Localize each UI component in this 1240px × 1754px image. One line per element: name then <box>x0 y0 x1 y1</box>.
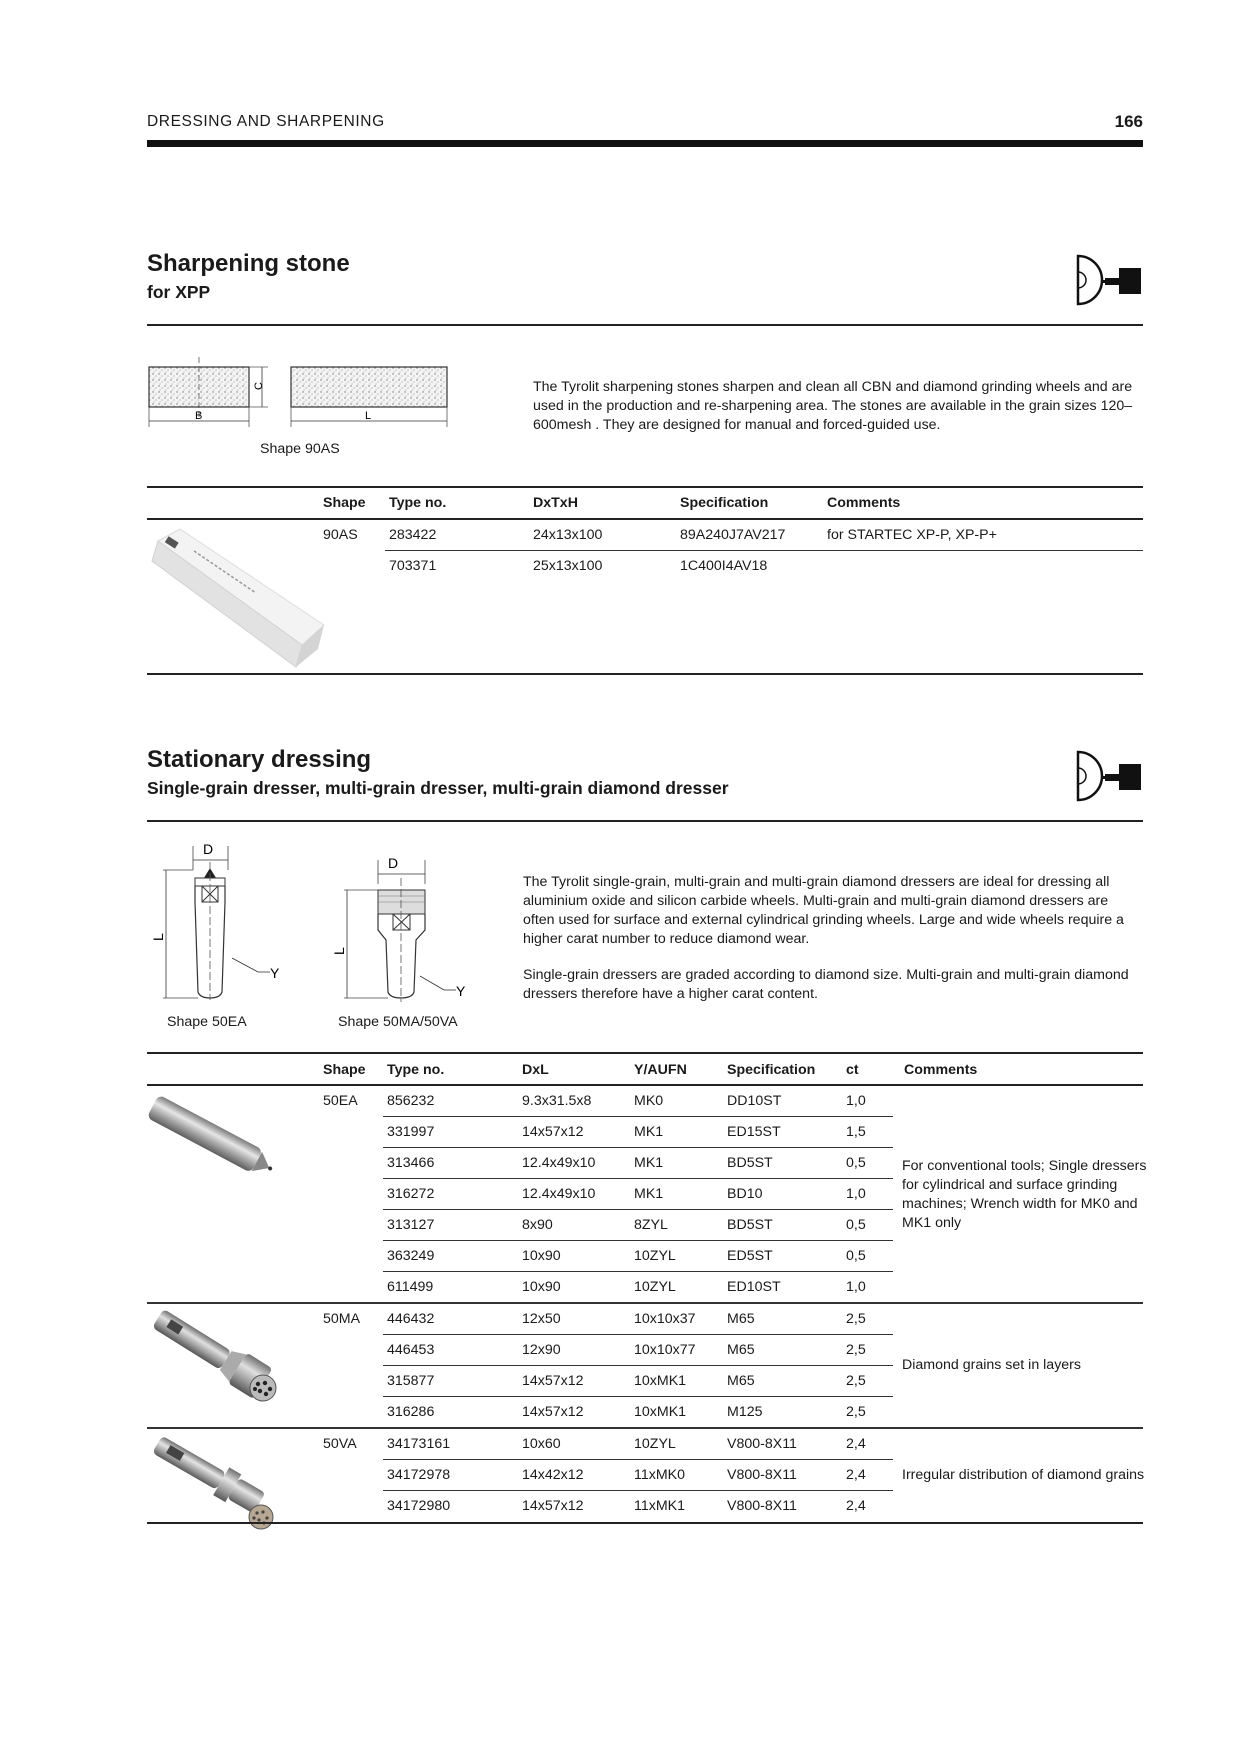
group-shape-50ma: 50MA <box>323 1311 361 1327</box>
table-cell-y-aufn: 10xMK1 <box>634 1373 687 1389</box>
table-cell-dxl: 14x57x12 <box>522 1124 584 1140</box>
shape-50ma-drawing <box>330 850 480 1008</box>
sharpening-stone-photo <box>146 525 336 670</box>
stationary-title: Stationary dressing <box>147 746 372 773</box>
table-cell-type-no: 313466 <box>387 1155 435 1171</box>
table-cell-dxl: 14x42x12 <box>522 1467 584 1483</box>
table-top-rule <box>147 486 1143 488</box>
row-comment: for STARTEC XP-P, XP-P+ <box>827 527 997 543</box>
dim-label-d: D <box>203 841 214 857</box>
table-cell-y-aufn: MK1 <box>634 1186 664 1202</box>
table-cell-y-aufn: 10x10x37 <box>634 1311 696 1327</box>
row-divider <box>383 1459 893 1460</box>
row-divider <box>383 1396 893 1397</box>
row-divider <box>385 550 1143 551</box>
row-divider <box>383 1209 893 1210</box>
shape-caption-50ea: Shape 50EA <box>167 1014 247 1030</box>
table-cell-dxl: 12x90 <box>522 1342 561 1358</box>
table-cell-ct: 1,0 <box>846 1093 866 1109</box>
row-type-no: 283422 <box>389 527 437 543</box>
table-cell-y-aufn: 10ZYL <box>634 1279 676 1295</box>
table-cell-type-no: 363249 <box>387 1248 435 1264</box>
table-cell-type-no: 34172980 <box>387 1498 451 1514</box>
table-cell-type-no: 315877 <box>387 1373 435 1389</box>
table-cell-dxl: 10x90 <box>522 1279 561 1295</box>
col-header-shape: Shape <box>323 1062 366 1078</box>
table-cell-spec: V800-8X11 <box>727 1498 797 1514</box>
table-cell-ct: 2,5 <box>846 1311 866 1327</box>
group-shape-50va: 50VA <box>323 1436 357 1452</box>
row-divider <box>383 1178 893 1179</box>
table-cell-dxl: 10x60 <box>522 1436 561 1452</box>
table-cell-spec: BD5ST <box>727 1217 773 1233</box>
table-cell-dxl: 14x57x12 <box>522 1404 584 1420</box>
section-rule <box>147 324 1143 326</box>
table-cell-type-no: 331997 <box>387 1124 435 1140</box>
dresser-50va-photo <box>145 1430 285 1532</box>
table-cell-dxl: 12.4x49x10 <box>522 1155 596 1171</box>
table-cell-spec: M65 <box>727 1311 755 1327</box>
group-comment-50ea: For conventional tools; Single dressers for cylindrical and surface grinding machines; Wrench width for MK0 and MK1 only <box>902 1158 1147 1231</box>
page-number: 166 <box>1114 112 1143 131</box>
sharpening-title: Sharpening stone <box>147 250 350 277</box>
table-cell-spec: ED5ST <box>727 1248 773 1264</box>
row-divider <box>383 1271 893 1272</box>
group-divider <box>147 1302 1143 1304</box>
table-cell-ct: 1,5 <box>846 1124 866 1140</box>
group-comment-50va: Irregular distribution of diamond grains <box>902 1467 1145 1483</box>
table-cell-y-aufn: 11xMK1 <box>634 1498 685 1514</box>
col-header-type-no: Type no. <box>389 495 447 511</box>
group-shape-50ea: 50EA <box>323 1093 358 1109</box>
col-header-spec: Specification <box>727 1062 816 1078</box>
table-cell-ct: 1,0 <box>846 1186 866 1202</box>
table-cell-ct: 2,4 <box>846 1436 866 1452</box>
row-spec: 89A240J7AV217 <box>680 527 786 543</box>
col-header-dxl: DxL <box>522 1062 549 1078</box>
dresser-50ma-photo <box>145 1305 285 1405</box>
shape-90as-drawing <box>140 355 460 435</box>
col-header-comments: Comments <box>904 1062 978 1078</box>
table-cell-type-no: 446432 <box>387 1311 435 1327</box>
row-dim: 24x13x100 <box>533 527 603 543</box>
row-divider <box>383 1365 893 1366</box>
table-cell-dxl: 9.3x31.5x8 <box>522 1093 592 1109</box>
dim-label-y: Y <box>456 983 466 999</box>
table-cell-y-aufn: 10x10x77 <box>634 1342 696 1358</box>
table-cell-ct: 0,5 <box>846 1248 866 1264</box>
row-type-no: 703371 <box>389 558 437 574</box>
stationary-description-2: Single-grain dressers are graded according to diamond size. Multi-grain and multi-grain diamond dressers therefore have a higher carat content. <box>523 967 1129 1002</box>
table-cell-y-aufn: 10ZYL <box>634 1248 676 1264</box>
table-cell-y-aufn: MK1 <box>634 1155 664 1171</box>
row-divider <box>383 1147 893 1148</box>
table-header-rule <box>147 518 1143 520</box>
table-top-rule <box>147 1052 1143 1054</box>
dim-label-l: L <box>365 410 372 422</box>
col-header-dim: DxTxH <box>533 495 578 511</box>
table-cell-type-no: 313127 <box>387 1217 435 1233</box>
stationary-description-1: The Tyrolit single-grain, multi-grain and multi-grain diamond dressers are ideal for dressing all aluminium oxide and silicon carbide wheels. Multi-grain and multi-grain diamond dressers are often used for surface and external cylindrical grinding wheels. Large and wide wheels require a higher carat number to reduce diamond wear. <box>523 874 1124 947</box>
table-cell-type-no: 316286 <box>387 1404 435 1420</box>
table-cell-y-aufn: 8ZYL <box>634 1217 668 1233</box>
table-cell-type-no: 34172978 <box>387 1467 451 1483</box>
shape-caption-50ma: Shape 50MA/50VA <box>338 1014 458 1030</box>
table-cell-y-aufn: MK0 <box>634 1093 664 1109</box>
group-divider <box>147 1427 1143 1429</box>
table-cell-y-aufn: 10ZYL <box>634 1436 676 1452</box>
row-divider <box>383 1240 893 1241</box>
stationary-subtitle: Single-grain dresser, multi-grain dresser, multi-grain diamond dresser <box>147 778 729 798</box>
table-cell-ct: 2,4 <box>846 1467 866 1483</box>
table-cell-y-aufn: 10xMK1 <box>634 1404 687 1420</box>
group-comment-50ma: Diamond grains set in layers <box>902 1357 1081 1373</box>
col-header-shape: Shape <box>323 495 366 511</box>
row-spec: 1C400I4AV18 <box>680 558 768 574</box>
row-divider <box>383 1116 893 1117</box>
row-divider <box>383 1334 893 1335</box>
table-bottom-rule <box>147 1522 1143 1524</box>
dresser-50ea-photo <box>145 1090 285 1185</box>
table-bottom-rule <box>147 673 1143 675</box>
running-header-title: DRESSING AND SHARPENING <box>147 113 385 130</box>
table-cell-dxl: 10x90 <box>522 1248 561 1264</box>
col-header-ct: ct <box>846 1062 859 1078</box>
table-cell-spec: M65 <box>727 1373 755 1389</box>
table-cell-type-no: 34173161 <box>387 1436 451 1452</box>
table-cell-dxl: 8x90 <box>522 1217 553 1233</box>
table-cell-ct: 2,5 <box>846 1342 866 1358</box>
table-cell-type-no: 611499 <box>387 1279 434 1295</box>
sharpening-description: The Tyrolit sharpening stones sharpen and clean all CBN and diamond grinding wheels and are used in the production and re-sharpening area. The stones are available in the grain sizes 120–600mesh . They are designed for manual and forced-guided use. <box>533 379 1133 433</box>
table-cell-spec: V800-8X11 <box>727 1436 797 1452</box>
dim-label-l: L <box>150 933 166 941</box>
row-divider <box>383 1490 893 1491</box>
table-cell-spec: BD5ST <box>727 1155 773 1171</box>
table-cell-ct: 0,5 <box>846 1217 866 1233</box>
table-cell-ct: 1,0 <box>846 1279 866 1295</box>
row-shape: 90AS <box>323 527 358 543</box>
table-cell-spec: ED10ST <box>727 1279 781 1295</box>
table-cell-type-no: 856232 <box>387 1093 435 1109</box>
dim-label-l: L <box>331 947 347 955</box>
table-cell-ct: 2,4 <box>846 1498 866 1514</box>
sharpening-subtitle: for XPP <box>147 282 211 302</box>
header-rule <box>147 140 1143 147</box>
table-cell-type-no: 316272 <box>387 1186 435 1202</box>
row-dim: 25x13x100 <box>533 558 603 574</box>
table-cell-ct: 2,5 <box>846 1404 866 1420</box>
dim-label-c: C <box>253 382 265 390</box>
table-cell-spec: M65 <box>727 1342 755 1358</box>
table-cell-spec: V800-8X11 <box>727 1467 797 1483</box>
col-header-comments: Comments <box>827 495 901 511</box>
table-header-rule <box>147 1084 1143 1086</box>
shape-50ea-drawing <box>148 840 288 1008</box>
table-cell-spec: DD10ST <box>727 1093 782 1109</box>
col-header-type-no: Type no. <box>387 1062 445 1078</box>
section-rule <box>147 820 1143 822</box>
table-cell-ct: 0,5 <box>846 1155 866 1171</box>
dressing-tool-icon <box>1075 748 1145 806</box>
dim-label-d: D <box>388 855 399 871</box>
table-cell-y-aufn: MK1 <box>634 1124 664 1140</box>
col-header-spec: Specification <box>680 495 769 511</box>
dim-label-y: Y <box>270 965 280 981</box>
table-cell-ct: 2,5 <box>846 1373 866 1389</box>
table-cell-dxl: 12.4x49x10 <box>522 1186 596 1202</box>
table-cell-spec: ED15ST <box>727 1124 781 1140</box>
table-cell-dxl: 14x57x12 <box>522 1498 584 1514</box>
table-cell-dxl: 14x57x12 <box>522 1373 584 1389</box>
dim-label-b: B <box>195 410 203 422</box>
shape-caption: Shape 90AS <box>260 441 340 457</box>
table-cell-spec: BD10 <box>727 1186 763 1202</box>
table-cell-dxl: 12x50 <box>522 1311 561 1327</box>
table-cell-spec: M125 <box>727 1404 763 1420</box>
col-header-y-aufn: Y/AUFN <box>634 1062 687 1078</box>
table-cell-y-aufn: 11xMK0 <box>634 1467 685 1483</box>
table-cell-type-no: 446453 <box>387 1342 435 1358</box>
dressing-tool-icon <box>1075 252 1145 310</box>
